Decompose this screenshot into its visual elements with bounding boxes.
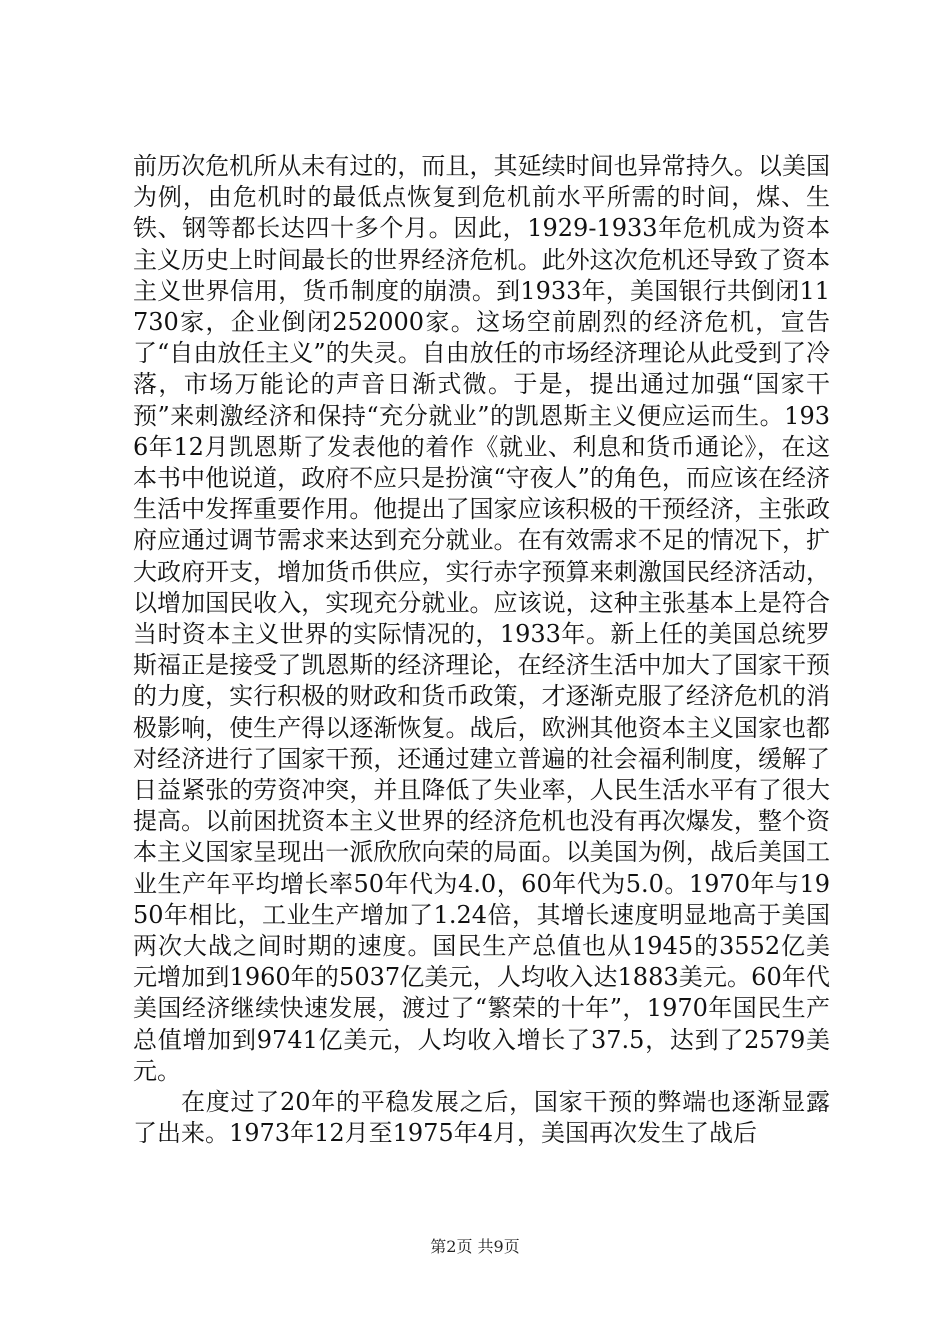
document-body [133, 151, 830, 1150]
page-number-footer: 第2页 共9页 [430, 1237, 520, 1256]
body-paragraph: 前历次危机所从未有过的，而且，其延续时间也异常持久。以美国为例，由危机时的最低点恢复到危机前水平所需的时间，煤、生铁、钢等都长达四十多个月。因此，1929-1933年危机成为资本主义历史上时间最长的世界经济危机。此外这次危机还导致了资本主义世界信用，货币制度的崩溃。到1933年，美国银行共倒闭11730家，企业倒闭252000家。这场空前剧烈的经济危机，宣告了“自由放任主义”的失灵。自由放任的市场经济理论从此受到了冷落，市场万能论的声音日渐式微。于是，提出通过加强“国家干预”来刺激经济和保持“充分就业”的凯恩斯主义便应运而生。1936年12月凯恩斯了发表他的着作《就业、利息和货币通论》，在这本书中他说道，政府不应只是扮演“守夜人”的角色，而应该在经济生活中发挥重要作用。他提出了国家应该积极的干预经济，主张政府应通过调节需求来达到充分就业。在有效需求不足的情况下，扩大政府开支，增加货币供应，实行赤字预算来刺激国民经济活动，以增加国民收入，实现充分就业。应该说，这种主张基本上是符合当时资本主义世界的实际情况的，1933年。新上任的美国总统罗斯福正是接受了凯恩斯的经济理论，在经济生活中加大了国家干预的力度，实行积极的财政和货币政策，才逐渐克服了经济危机的消极影响，使生产得以逐渐恢复。战后，欧洲其他资本主义国家也都对经济进行了国家干预，还通过建立普遍的社会福利制度，缓解了日益紧张的劳资冲突，并且降低了失业率，人民生活水平有了很大提高。以前困扰资本主义世界的经济危机也没有再次爆发，整个资本主义国家呈现出一派欣欣向荣的局面。以美国为例，战后美国工业生产年平均增长率50年代为4.0，60年代为5.0。1970年与1950年相比，工业生产增加了1.24倍，其增长速度明显地高于美国两次大战之间时期的速度。国民生产总值也从1945的3552亿美元增加到1960年的5037亿美元，人均收入达1883美元。60年代美国经济继续快速发展，渡过了“繁荣的十年”，1970年国民生产总值增加到9741亿美元，人均收入增长了37.5，达到了2579美元。 [133, 152, 830, 1085]
body-paragraph: 在度过了20年的平稳发展之后，国家干预的弊端也逐渐显露了出来。1973年12月至1975年4月，美国再次发生了战后 [133, 1088, 830, 1148]
